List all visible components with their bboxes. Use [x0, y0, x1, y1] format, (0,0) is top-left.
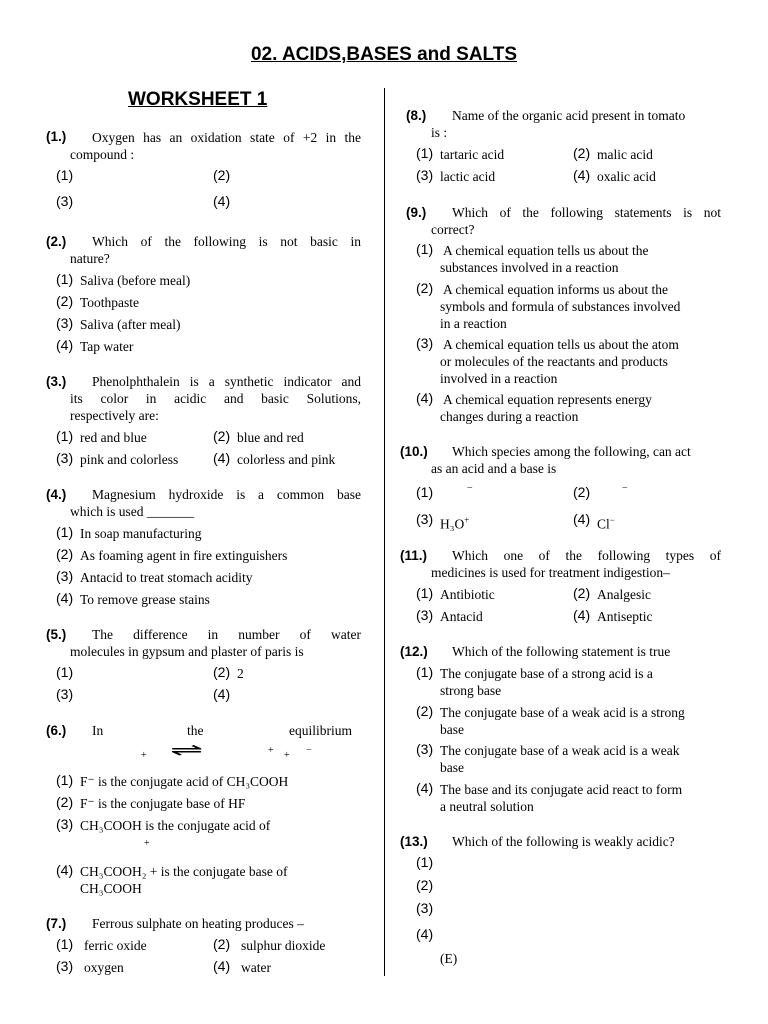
option-number: (2) — [416, 877, 434, 893]
option-text: Tap water — [80, 339, 134, 354]
option-text: F⁻ is the conjugate base of HF — [80, 796, 246, 811]
option-text-cont: in a reaction — [440, 316, 507, 331]
option-text: Saliva (after meal) — [80, 317, 181, 332]
option-number: (1) — [56, 167, 74, 183]
question-text: In — [92, 723, 104, 738]
option-text: oxalic acid — [597, 169, 656, 184]
option-number: (3) — [56, 315, 74, 331]
option-text: F⁻ is the conjugate acid of CH₃COOH — [80, 774, 289, 789]
option-number: (4) — [56, 862, 74, 878]
option-superscript: + — [464, 515, 470, 525]
option-number: (1) — [56, 524, 74, 540]
option-text — [597, 512, 615, 533]
option-number: (2) — [416, 703, 434, 719]
option-text: Antibiotic — [440, 587, 495, 602]
option-text: A chemical equation tells us about the — [443, 243, 649, 258]
equation-plus: + — [268, 745, 274, 756]
option-text: To remove grease stains — [80, 592, 210, 607]
option-text-cont: strong base — [440, 683, 502, 698]
question-number: (13.) — [400, 834, 428, 849]
question-number: (4.) — [46, 487, 67, 502]
option-text-cont: a neutral solution — [440, 799, 534, 814]
option-number: (4) — [213, 686, 231, 702]
option-text-cont: changes during a reaction — [440, 409, 579, 424]
question-number: (1.) — [46, 129, 67, 144]
option-superscript: − — [609, 515, 615, 525]
option-text: sulphur dioxide — [241, 938, 326, 953]
option-text: Analgesic — [597, 587, 651, 602]
option-text: oxygen — [84, 960, 124, 975]
question-number: (6.) — [46, 723, 67, 738]
option-text: ferric oxide — [84, 938, 147, 953]
option-text: water — [241, 960, 271, 975]
option-plus: + — [144, 838, 150, 849]
option-number: (1) — [416, 664, 434, 680]
option-text-cont: involved in a reaction — [440, 371, 558, 386]
page-title: 02. ACIDS,BASES and SALTS — [250, 44, 518, 65]
option-text: blue and red — [237, 430, 304, 445]
equation-plus: + — [284, 750, 290, 761]
option-number: (2) — [213, 936, 231, 952]
option-number: (2) — [56, 794, 74, 810]
page-footer-label: (E) — [440, 951, 458, 966]
option-number: (3) — [416, 335, 434, 351]
option-number: (4) — [213, 193, 231, 209]
option-number: (3) — [416, 167, 434, 183]
option-text: As foaming agent in fire extinguishers — [80, 548, 288, 563]
option-text: Antacid to treat stomach acidity — [80, 570, 253, 585]
option-number: (3) — [56, 958, 74, 974]
question-text: Which species among the following, can act — [452, 444, 691, 459]
option-text — [440, 512, 469, 533]
question-text-cont: respectively are: — [70, 408, 159, 423]
option-number: (1) — [56, 428, 74, 444]
option-text: Saliva (before meal) — [80, 273, 191, 288]
question-text: Phenolphthalein is a synthetic indicator and — [92, 374, 361, 389]
option-number: (4) — [56, 337, 74, 353]
option-text: red and blue — [80, 430, 147, 445]
option-number: (2) — [573, 585, 591, 601]
option-number: (1) — [56, 664, 74, 680]
question-number: (8.) — [406, 108, 427, 123]
option-text: malic acid — [597, 147, 653, 162]
option-text: A chemical equation informs us about the — [443, 282, 668, 297]
option-number: (1) — [56, 936, 74, 952]
equation-minus: − — [306, 745, 312, 756]
question-text: Which of the following statement is true — [452, 644, 671, 659]
option-number: (2) — [56, 546, 74, 562]
question-text: equilibrium — [289, 723, 352, 738]
option-text: Antacid — [440, 609, 483, 624]
option-number: (4) — [416, 780, 434, 796]
option-number: (3) — [56, 816, 74, 832]
option-number: (1) — [56, 772, 74, 788]
option-text: 2 — [237, 666, 244, 681]
equation-plus: + — [141, 750, 147, 761]
option-number: (1) — [56, 271, 74, 287]
option-number: (4) — [56, 590, 74, 606]
question-text-cont: is : — [431, 125, 448, 140]
option-text: CH₃COOH₂ + is the conjugate base of — [80, 864, 288, 879]
question-number: (12.) — [400, 644, 428, 659]
question-text-cont: medicines is used for treatment indigestion– — [431, 565, 670, 580]
equilibrium-arrow-icon: ⇌ — [170, 740, 204, 760]
option-number: (2) — [213, 664, 231, 680]
option-number: (1) — [416, 854, 434, 870]
question-text: Which of the following is not basic in — [92, 234, 361, 249]
option-text: lactic acid — [440, 169, 496, 184]
question-text: The difference in number of water — [92, 627, 361, 642]
question-text: the — [187, 723, 204, 738]
option-text: The conjugate base of a weak acid is a strong — [440, 705, 685, 720]
option-number: (4) — [416, 390, 434, 406]
option-text: A chemical equation tells us about the atom — [443, 337, 679, 352]
option-text: Antiseptic — [597, 609, 653, 624]
option-superscript: − — [467, 483, 473, 494]
option-text-cont: substances involved in a reaction — [440, 260, 619, 275]
option-number: (3) — [416, 741, 434, 757]
option-text-cont: symbols and formula of substances involved — [440, 299, 681, 314]
question-text: Which of the following statements is not — [452, 205, 721, 220]
option-number: (3) — [416, 511, 434, 527]
question-text: Ferrous sulphate on heating produces – — [92, 916, 304, 931]
option-number: (1) — [416, 484, 434, 500]
option-number: (3) — [416, 900, 434, 916]
option-number: (4) — [573, 167, 591, 183]
question-number: (7.) — [46, 916, 67, 931]
question-text-cont: nature? — [70, 251, 110, 266]
option-number: (1) — [416, 241, 434, 257]
option-number: (2) — [573, 145, 591, 161]
question-text-cont: molecules in gypsum and plaster of paris is — [70, 644, 304, 659]
question-text: Name of the organic acid present in tomato — [452, 108, 686, 123]
option-text: In soap manufacturing — [80, 526, 202, 541]
option-number: (2) — [213, 167, 231, 183]
option-number: (3) — [416, 607, 434, 623]
question-number: (2.) — [46, 234, 67, 249]
option-text-cont: base — [440, 722, 464, 737]
question-text: Which of the following is weakly acidic? — [452, 834, 675, 849]
option-text: A chemical equation represents energy — [443, 392, 652, 407]
option-number: (3) — [56, 193, 74, 209]
option-number: (4) — [573, 511, 591, 527]
question-text-cont: correct? — [431, 222, 475, 237]
option-number: (2) — [416, 280, 434, 296]
question-number: (9.) — [406, 205, 427, 220]
column-divider — [384, 88, 385, 976]
question-text: Magnesium hydroxide is a common base — [92, 487, 361, 502]
option-text-cont: base — [440, 760, 464, 775]
question-text-cont: which is used _______ — [70, 504, 195, 519]
option-number: (3) — [56, 450, 74, 466]
option-number: (4) — [416, 926, 434, 942]
question-text: Oxygen has an oxidation state of +2 in the — [92, 130, 361, 145]
question-number: (10.) — [400, 444, 428, 459]
option-number: (1) — [416, 145, 434, 161]
option-number: (2) — [213, 428, 231, 444]
question-number: (3.) — [46, 374, 67, 389]
option-number: (4) — [213, 450, 231, 466]
option-text-cont: or molecules of the reactants and products — [440, 354, 668, 369]
question-text: Which one of the following types of — [452, 548, 721, 563]
option-number: (4) — [573, 607, 591, 623]
option-formula: H₃O — [440, 516, 465, 532]
option-text: The conjugate base of a strong acid is a — [440, 666, 653, 681]
question-number: (5.) — [46, 627, 67, 642]
question-text-cont: as an acid and a base is — [431, 461, 557, 476]
option-text: Toothpaste — [80, 295, 140, 310]
option-text: pink and colorless — [80, 452, 179, 467]
option-number: (2) — [573, 484, 591, 500]
option-text-cont: CH₃COOH — [80, 881, 142, 896]
option-text: tartaric acid — [440, 147, 505, 162]
option-text: The base and its conjugate acid react to form — [440, 782, 683, 797]
option-formula: Cl — [597, 516, 610, 532]
question-text-cont: its color in acidic and basic Solutions, — [70, 391, 361, 406]
option-text: The conjugate base of a weak acid is a weak — [440, 743, 680, 758]
option-superscript: − — [622, 483, 628, 494]
option-number: (1) — [416, 585, 434, 601]
option-number: (4) — [213, 958, 231, 974]
question-text-cont: compound : — [70, 147, 135, 162]
option-number: (3) — [56, 568, 74, 584]
question-number: (11.) — [400, 548, 428, 563]
option-text: colorless and pink — [237, 452, 336, 467]
worksheet-heading: WORKSHEET 1 — [128, 89, 268, 110]
option-number: (2) — [56, 293, 74, 309]
option-text: CH₃COOH is the conjugate acid of — [80, 818, 271, 833]
option-number: (3) — [56, 686, 74, 702]
